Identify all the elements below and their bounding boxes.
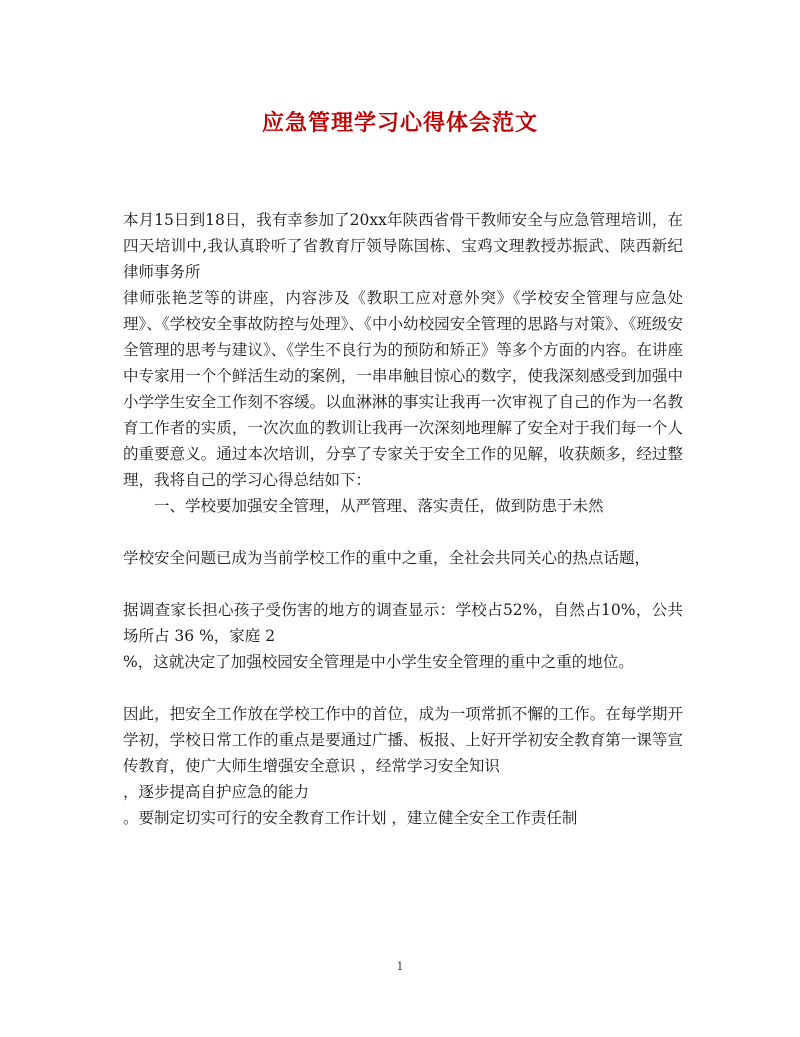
paragraph-survey: 据调查家长担心孩子受伤害的地方的调查显示：学校占52%，自然占10%，公共场所占 36 %，家庭 2: [123, 601, 683, 645]
paragraph-lectures: 律师张艳芝等的讲座，内容涉及《教职工应对意外突》《学校安全管理与应急处理》、《学校安全事故防控与处理》、《中小幼校园安全管理的思路与对策》、《班级安全管理的思考与建议》、《学生不良行为的预防和矫正》等多个方面的内容。在讲座中专家用一个个鲜活生动的案例，一串串触目惊心的数字，使我深刻感受到加强中小学学生安全工作刻不容缓。以血淋淋的事实让我再一次审视了自己的作为一名教育工作者的实质，一次次血的教训让我再一次深刻地理解了安全对于我们每一个人的重要意义。通过本次培训，分享了专家关于安全工作的见解，收获颇多，经过整理，我将自己的学习心得总结如下：: [123, 289, 683, 489]
paragraph-therefore: 因此，把安全工作放在学校工作中的首位，成为一项常抓不懈的工作。在每学期开学初，学校日常工作的重点是要通过广播、板报、上好开学初安全教育第一课等宣传教育，使广大师生增强安全意识 ，经常学习安全知识: [123, 705, 683, 775]
document-body: [123, 207, 683, 831]
paragraph-self-protection: ，逐步提高自护应急的能力: [123, 783, 310, 801]
document-title: 应急管理学习心得体会范文: [261, 110, 538, 136]
paragraph-intro: 本月15日到18日，我有幸参加了20xx年陕西省骨干教师安全与应急管理培训，在四天培训中,我认真聆听了省教育厅领导陈国栋、宝鸡文理教授苏振武、陕西新纪律师事务所: [123, 211, 683, 281]
paragraph-survey-cont: %，这就决定了加强校园安全管理是中小学生安全管理的重中之重的地位。: [123, 653, 634, 671]
paragraph-safety-issue: 学校安全问题已成为当前学校工作的重中之重，全社会共同关心的热点话题，: [123, 549, 651, 567]
page-number: 1: [396, 960, 404, 973]
section-heading-1: 一、学校要加强安全管理，从严管理、落实责任，做到防患于未然: [154, 497, 604, 515]
paragraph-plan: 。要制定切实可行的安全教育工作计划 ，建立健全安全工作责任制: [123, 809, 578, 827]
